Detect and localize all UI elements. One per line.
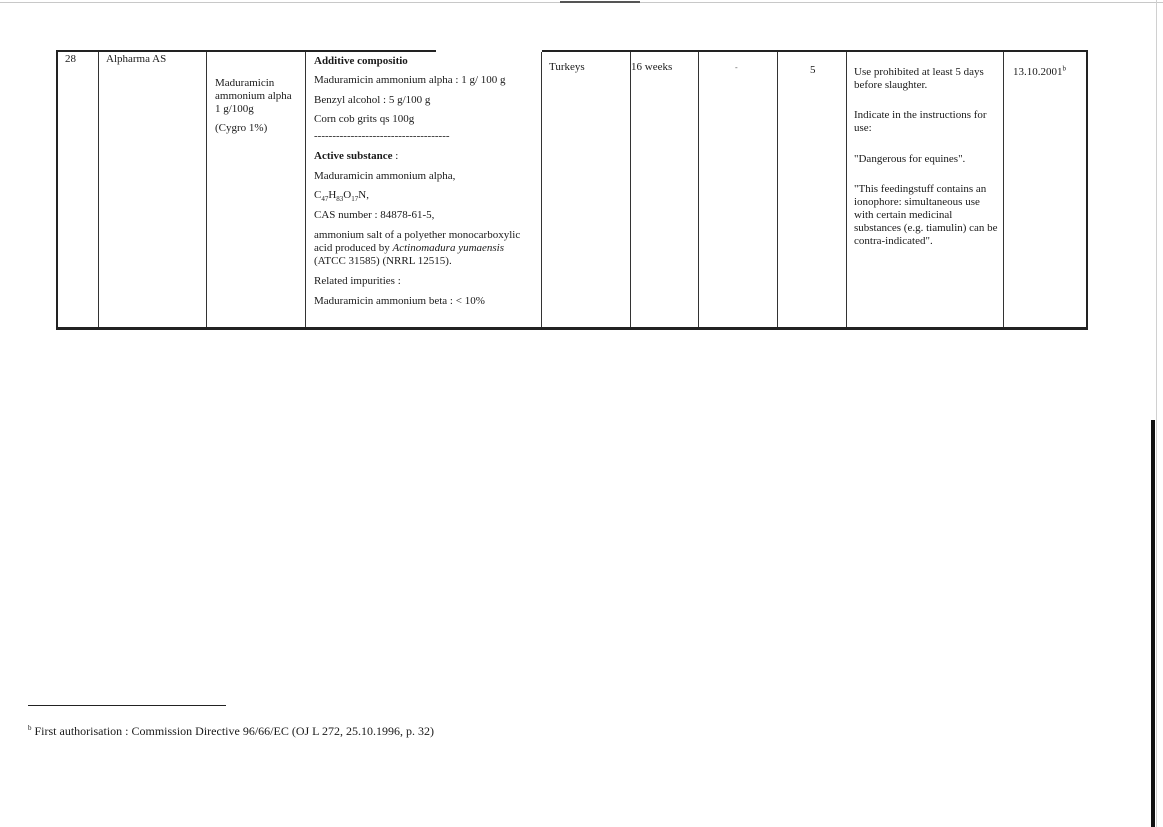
organism-name: Actinomadura yumaensis	[392, 242, 505, 254]
cell-company	[98, 52, 206, 327]
max-content: 5	[810, 64, 816, 76]
salt-line-organism	[314, 242, 504, 255]
formula-c: C	[314, 189, 322, 201]
impurities-line: Maduramicin ammonium beta : < 10%	[314, 295, 485, 307]
additive-line: 1 g/100g	[215, 103, 254, 115]
provision-equines: "Dangerous for equines".	[854, 153, 966, 165]
scan-mark-top	[560, 1, 640, 3]
active-line: Maduramicin ammonium alpha,	[314, 170, 456, 182]
additive-line: (Cygro 1%)	[215, 122, 268, 134]
cell-max-content	[777, 52, 846, 327]
composition-line: Maduramicin ammonium alpha : 1 g/ 100 g	[314, 74, 506, 86]
row-number: 28	[65, 53, 76, 65]
cell-min-content	[698, 52, 777, 327]
composition-line: Benzyl alcohol : 5 g/100 g	[314, 94, 431, 106]
active-substance-label: Active substance	[314, 150, 393, 162]
min-content: -	[735, 63, 738, 72]
chemical-formula	[314, 189, 369, 202]
max-age: 16 weeks	[631, 61, 673, 73]
formula-o-count: 17	[351, 195, 359, 204]
heading-additive-composition: Additive compositio	[314, 55, 408, 67]
scan-edge-right	[1156, 0, 1157, 827]
footnote-rule	[28, 705, 226, 706]
authorisation-table	[56, 50, 1088, 330]
formula-h-count: 83	[336, 195, 344, 204]
composition-separator: -------------------------------------	[314, 130, 450, 142]
provision-slaughter: Use prohibited at least 5 days before slaughter.	[854, 66, 984, 91]
cell-provisions	[846, 52, 1003, 327]
footnote	[28, 724, 434, 739]
impurities-heading: Related impurities :	[314, 275, 401, 287]
additive-line: Maduramicin	[215, 77, 275, 89]
species: Turkeys	[549, 61, 585, 73]
additive-name	[215, 77, 292, 135]
scan-shadow-right	[1151, 420, 1155, 827]
additive-line: ammonium alpha	[215, 90, 292, 102]
footnote-marker: b	[28, 724, 32, 732]
cas-number: CAS number : 84878-61-5,	[314, 209, 435, 221]
provision-instructions: Indicate in the instructions for use:	[854, 109, 987, 134]
salt-prefix: acid produced by	[314, 242, 393, 254]
date-footnote-marker: b	[1062, 64, 1066, 73]
cell-additive	[206, 52, 305, 327]
heading-active-substance	[314, 150, 398, 163]
provision-ionophore: "This feedingstuff contains an ionophore: simultaneous use with certain medicinal substances (e.g. tiamulin) can be contra-indicated".	[854, 183, 998, 247]
formula-n: N	[358, 189, 367, 201]
cell-date	[1003, 52, 1086, 327]
cell-species	[541, 52, 630, 327]
salt-line: (ATCC 31585) (NRRL 12515).	[314, 255, 452, 267]
salt-line: ammonium salt of a polyether monocarboxylic	[314, 229, 521, 241]
cell-composition	[305, 52, 541, 327]
date-value: 13.10.2001	[1013, 66, 1063, 78]
authorisation-date	[1013, 66, 1066, 79]
formula-o: O	[343, 189, 352, 201]
formula-comma: ,	[366, 189, 369, 201]
cell-number	[58, 52, 98, 327]
cell-max-age	[630, 52, 698, 327]
formula-c-count: 47	[321, 195, 329, 204]
active-substance-colon: :	[392, 150, 399, 162]
footnote-text: First authorisation : Commission Directive 96/66/EC (OJ L 272, 25.10.1996, p. 32)	[31, 724, 435, 738]
scan-gap	[436, 49, 542, 54]
composition-line: Corn cob grits qs 100g	[314, 113, 415, 125]
formula-h: H	[328, 189, 337, 201]
company-name: Alpharma AS	[106, 53, 167, 65]
